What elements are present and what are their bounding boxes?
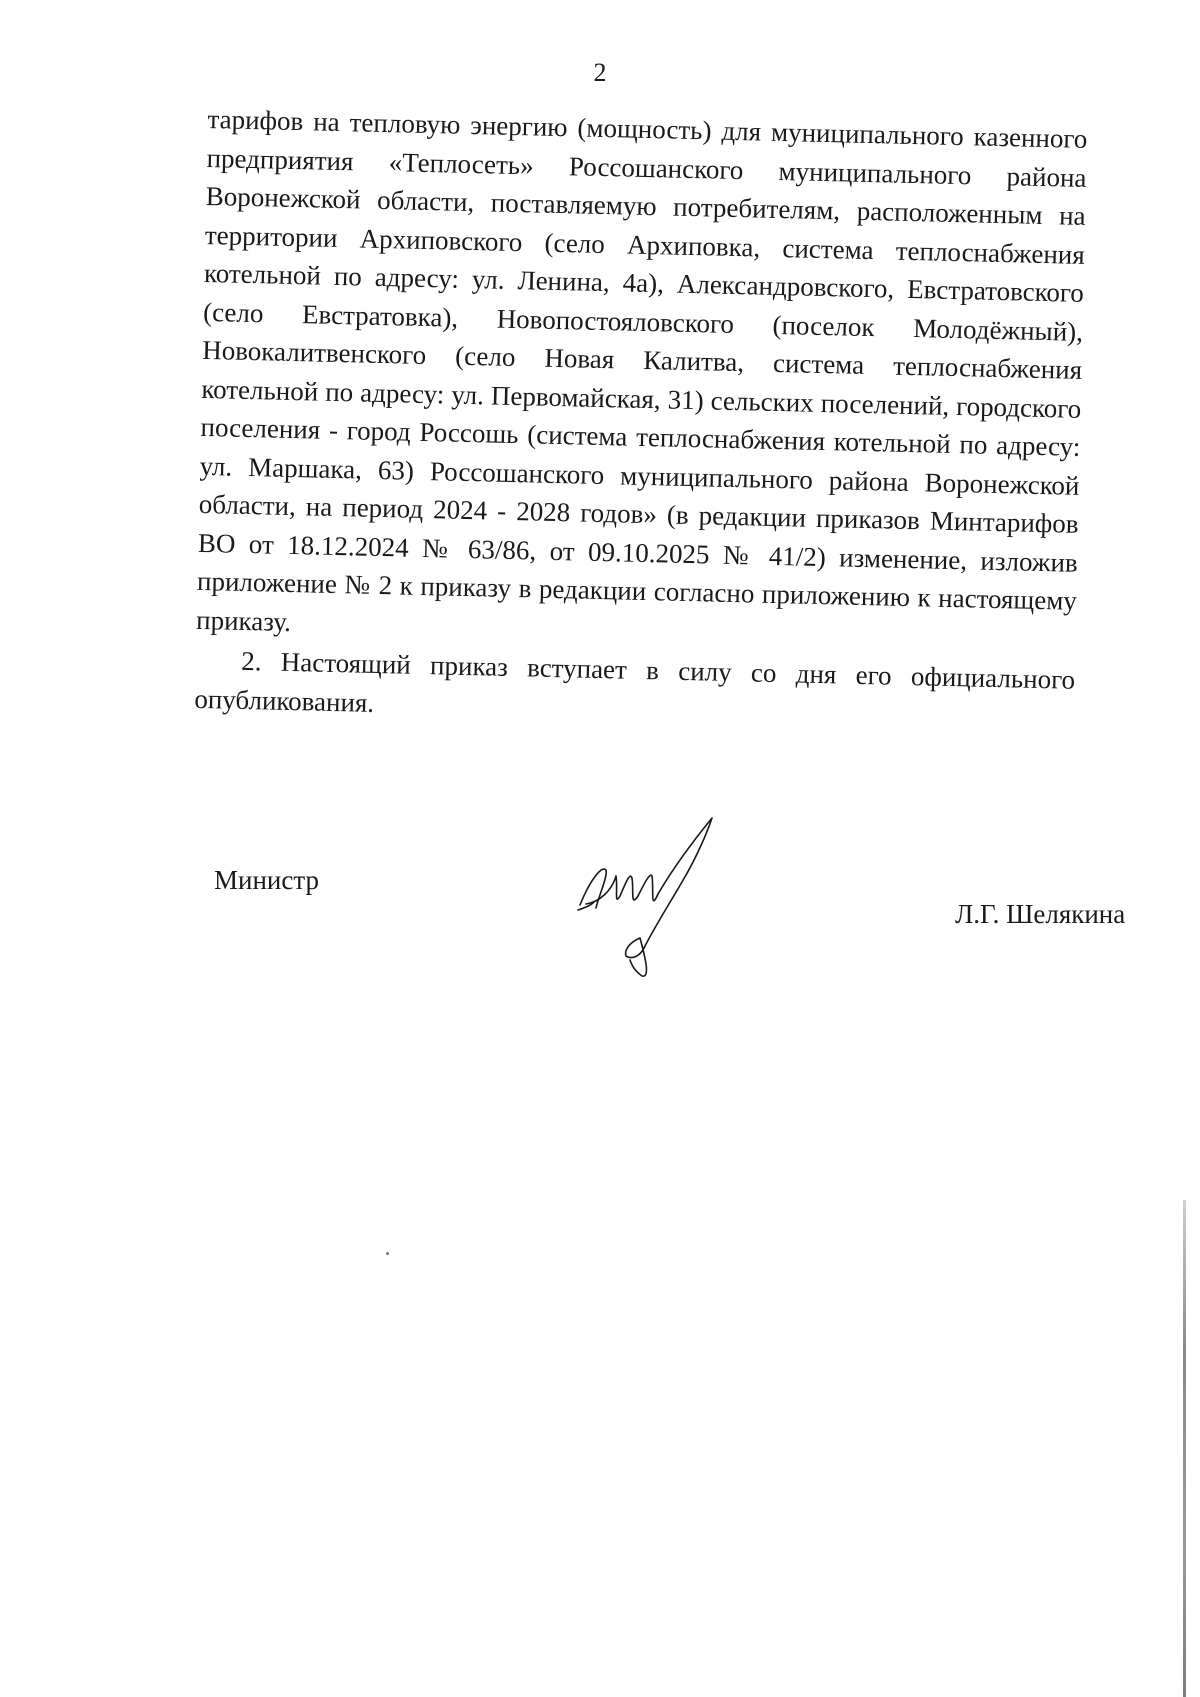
scan-artifact-dot — [386, 1252, 389, 1255]
handwritten-signature — [560, 810, 730, 980]
signature-block — [0, 855, 1200, 1015]
page-number: 2 — [593, 58, 607, 87]
signer-name: Л.Г. Шелякина — [955, 899, 1126, 929]
paragraph-continuation: тарифов на тепловую энергию (мощность) для муниципального казенного предприятия «Теплосеть» Россошанского муниципального района Воронежской области, поставляемую потребителям, расположенным на территории Архиповского (село Архиповка, система теплоснабжения котельной по адресу: ул. Ленина, 4а), Александровского, Евстратовского (село Евстратовка), Новопостояловского (поселок Молодёжный), Новокалитвенского (село Новая Калитва, система теплоснабжения котельной по адресу: ул. Первомайская, 31) сельских поселений, городского поселения - город Россошь (система теплоснабжения котельной по адресу: ул. Маршака, 63) Россошанского муниципального района Воронежской области, на период 2024 - 2028 годов» (в редакции приказов Минтарифов ВО от 18.12.2024 № 63/86, от 09.10.2025 № 41/2) изменение, изложив приложение № 2 к приказу в редакции согласно приложению к настоящему приказу. — [195, 103, 1088, 637]
document-body — [194, 100, 1088, 738]
paragraph-item-2: 2. Настоящий приказ вступает в силу со дня его официального опубликования. — [194, 645, 1076, 718]
signer-title: Министр — [214, 865, 319, 895]
scan-edge-line — [1183, 1200, 1186, 1697]
